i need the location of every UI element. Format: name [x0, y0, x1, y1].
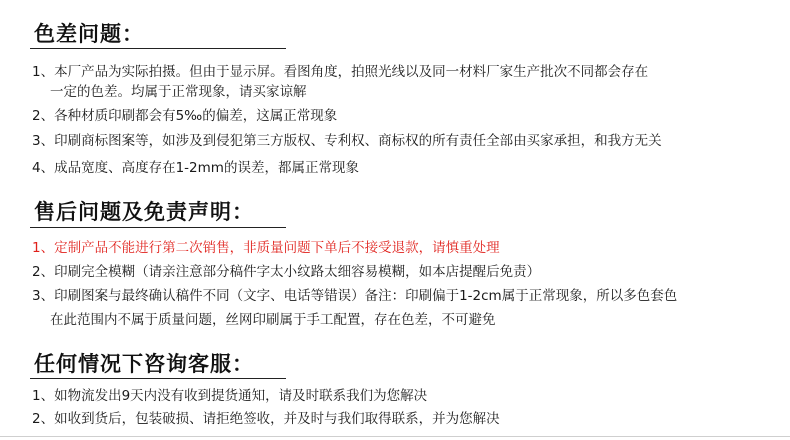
list-item: 4、成品宽度、高度存在1-2mm的误差，都属正常现象 — [32, 160, 359, 176]
list-item: 2、印刷完全模糊（请亲注意部分稿件字太小纹路太细容易模糊，如本店提醒后免责） — [32, 264, 541, 280]
list-item-continuation: 一定的色差。均属于正常现象，请买家谅解 — [50, 84, 307, 100]
list-item: 3、印刷商标图案等，如涉及到侵犯第三方版权、专利权、商标权的所有责任全部由买家承担，和我方无关 — [32, 133, 662, 149]
section-title-after-sales: 售后问题及免责声明： — [34, 200, 254, 224]
section-divider — [30, 378, 286, 379]
list-item: 2、各种材质印刷都会有5‰的偏差，这属正常现象 — [32, 108, 338, 124]
section-title-contact-service: 任何情况下咨询客服： — [34, 352, 254, 376]
list-item: 1、本厂产品为实际拍摄。但由于显示屏。看图角度，拍照光线以及同一材料厂家生产批次不同都会存在 — [32, 64, 649, 80]
list-item-continuation: 在此范围内不属于质量问题，丝网印刷属于手工配置，存在色差，不可避免 — [50, 312, 496, 328]
section-divider — [30, 48, 286, 49]
list-item: 3、印刷图案与最终确认稿件不同（文字、电话等错误）备注：印刷偏于1-2cm属于正常现象，所以多色套色 — [32, 288, 678, 304]
bottom-divider — [0, 436, 790, 437]
section-divider — [30, 227, 286, 228]
list-item: 2、如收到货后，包装破损、请拒绝签收，并及时与我们取得联系，并为您解决 — [32, 411, 500, 427]
list-item: 1、如物流发出9天内没有收到提货通知，请及时联系我们为您解决 — [32, 388, 428, 404]
list-item-warning: 1、定制产品不能进行第二次销售，非质量问题下单后不接受退款，请慎重处理 — [32, 240, 500, 256]
section-title-color-difference: 色差问题： — [34, 22, 144, 46]
